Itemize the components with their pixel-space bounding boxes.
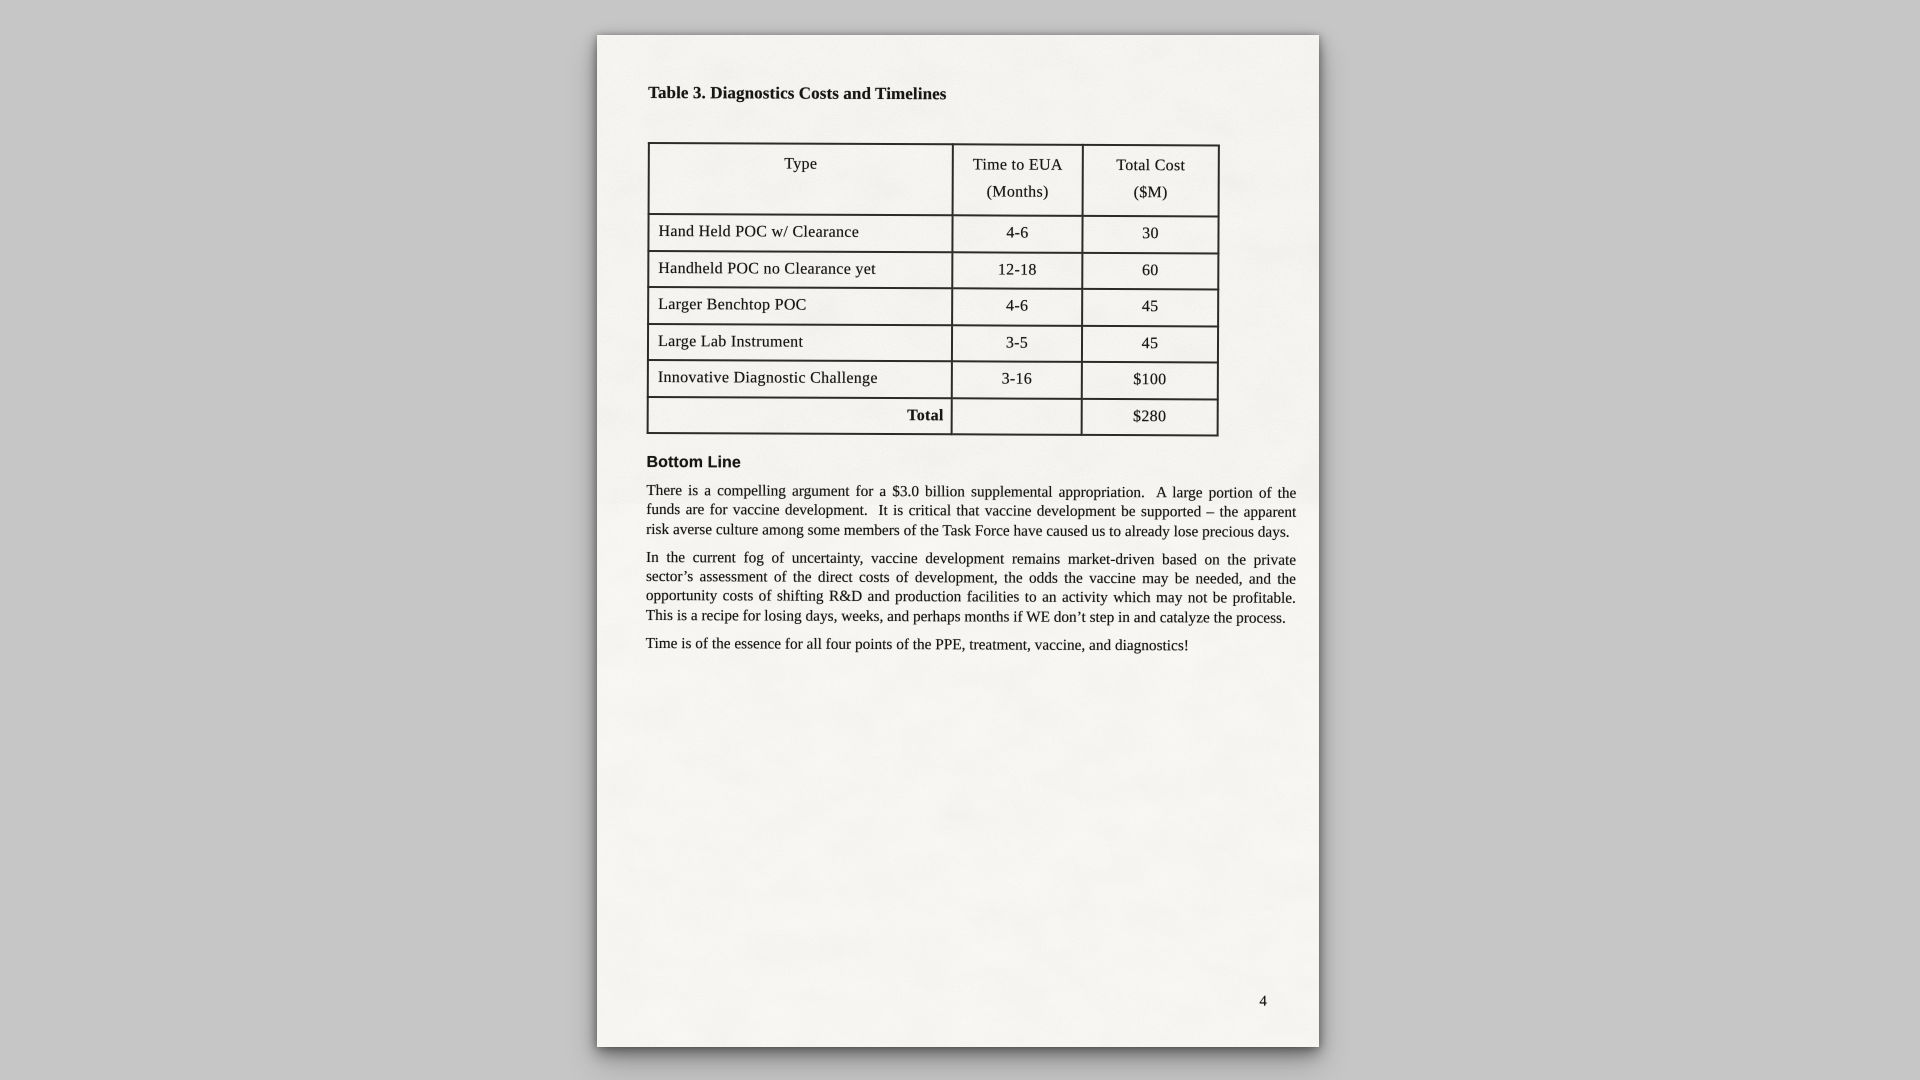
total-label: Total <box>648 396 952 434</box>
cell-time: 12-18 <box>952 252 1082 289</box>
total-row <box>648 396 1218 435</box>
document-page <box>597 35 1319 1047</box>
paragraph-market-driven: In the current fog of uncertainty, vaccine development remains market-driven based on the private sector’s assessment of the direct costs of development, the odds the vaccine may be needed, and the opportunity costs of shifting R&D and production facilities to an activity which may not be profitable. This is a recipe for losing days, weeks, and perhaps months if WE don’t step in and catalyze the process. <box>645 548 1304 627</box>
table-row <box>648 214 1218 253</box>
paragraph-time-essence: Time is of the essence for all four points of the PPE, treatment, vaccine, and diagnostics! <box>645 635 1189 655</box>
cell-cost: $100 <box>1082 362 1218 399</box>
table-header <box>649 143 1219 216</box>
col-header-type-line1: Type <box>784 155 818 173</box>
cell-type: Handheld POC no Clearance yet <box>648 250 952 288</box>
bottom-line-heading: Bottom Line <box>646 453 741 472</box>
header-row <box>649 143 1219 216</box>
table-row <box>648 323 1218 362</box>
page-number: 4 <box>1259 993 1267 1010</box>
cell-cost: 60 <box>1082 252 1218 289</box>
cell-cost: 45 <box>1082 325 1218 362</box>
col-header-type <box>649 143 953 215</box>
cell-type: Innovative Diagnostic Challenge <box>648 360 952 398</box>
cell-cost: 45 <box>1082 289 1218 326</box>
total-time-cell <box>952 398 1082 435</box>
table-row <box>648 250 1218 289</box>
col-header-cost-line2: ($M) <box>1133 184 1168 202</box>
cell-time: 3-16 <box>952 361 1082 398</box>
cell-time: 4-6 <box>952 215 1082 252</box>
cell-type: Larger Benchtop POC <box>648 287 952 325</box>
col-header-cost-line1: Total Cost <box>1116 157 1186 175</box>
table-body <box>648 214 1219 399</box>
cell-type: Hand Held POC w/ Clearance <box>648 214 952 252</box>
body-text <box>645 481 1304 665</box>
table-row <box>648 360 1218 399</box>
table-row <box>648 287 1218 326</box>
col-header-time-line1: Time to EUA <box>972 156 1063 174</box>
col-header-time-to-eua <box>953 144 1083 216</box>
diagnostics-table <box>647 142 1220 436</box>
cell-time: 4-6 <box>952 288 1082 325</box>
page-content <box>593 35 1319 1050</box>
cell-type: Large Lab Instrument <box>648 323 952 361</box>
col-header-total-cost <box>1083 145 1219 217</box>
cell-cost: 30 <box>1082 216 1218 253</box>
table-caption: Table 3. Diagnostics Costs and Timelines <box>648 82 947 104</box>
cell-time: 3-5 <box>952 325 1082 362</box>
col-header-time-line2: (Months) <box>986 183 1049 201</box>
total-cost-cell: $280 <box>1082 398 1218 435</box>
table-footer <box>648 396 1218 435</box>
paragraph-supplemental-appropriation: There is a compelling argument for a $3.0 billion supplemental appropriation. A large portion of the funds are for vaccine development. It is critical that vaccine development be supported – the apparent risk averse culture among some members of the Task Force have caused us to already lose precious days. <box>646 481 1301 541</box>
col-header-type-line2 <box>650 177 952 205</box>
